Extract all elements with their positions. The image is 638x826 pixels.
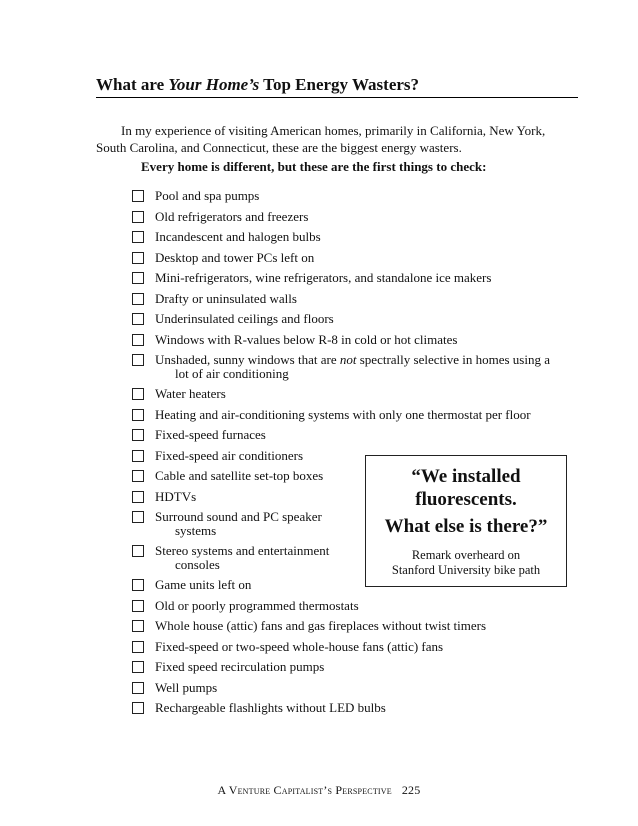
label-text: Stereo systems and entertainment (155, 543, 330, 558)
checklist-item-label (155, 449, 303, 463)
quote-line: What else is there?” (384, 516, 548, 537)
quote-line: “We installed (411, 466, 521, 487)
label-text: Old refrigerators and freezers (155, 208, 309, 224)
checkbox[interactable] (132, 354, 144, 366)
page-number: 225 (401, 783, 421, 797)
checklist-item-label (155, 333, 457, 347)
label-text: Well pumps (155, 679, 218, 695)
lead-sentence: Every home is different, but these are the first things to check: (141, 159, 487, 174)
title-suffix: Top Energy Wasters? (259, 75, 420, 94)
label-text: Heating and air-conditioning systems with only one thermostat per floor (155, 406, 531, 422)
checklist-item-label (155, 490, 196, 504)
checklist-item-label (155, 408, 531, 422)
label-text: HDTVs (155, 488, 197, 504)
title-prefix: What are (96, 75, 169, 94)
label-text: Windows with R-values below R-8 in cold or hot climates (155, 331, 458, 347)
checkbox[interactable] (132, 491, 144, 503)
checklist-item-label (155, 312, 334, 326)
label-text: Drafty or uninsulated walls (155, 290, 297, 306)
checkbox[interactable] (132, 429, 144, 441)
label-text: spectrally selective in homes using a (356, 352, 550, 367)
label-text: Desktop and tower PCs left on (155, 249, 315, 265)
label-text: Whole house (attic) fans and gas fireplaces without twist timers (155, 618, 487, 633)
intro-paragraph: In my experience of visiting American homes, primarily in California, New York, South Carolina, and Connecticut, these are the biggest energy wasters. (96, 123, 546, 155)
checklist-item-label (155, 510, 322, 538)
checkbox[interactable] (132, 470, 144, 482)
title-italic: Your Home’s (168, 75, 260, 94)
remark-line: Stanford University bike path (391, 563, 541, 577)
checklist-item-label (155, 619, 486, 633)
checklist-item-label (155, 640, 443, 654)
page-footer (0, 783, 638, 798)
label-text: Game units left on (155, 577, 252, 592)
checklist-item-label (155, 251, 314, 265)
label-text: Fixed speed recirculation pumps (155, 659, 325, 674)
checklist-item-label (155, 544, 329, 572)
checklist-item-label (155, 292, 297, 306)
label-text: Fixed-speed air conditioners (155, 447, 304, 463)
checkbox[interactable] (132, 211, 144, 223)
label-text: Fixed-speed or two-speed whole-house fans (attic) fans (155, 638, 444, 654)
label-text: Unshaded, sunny windows that are (155, 352, 340, 367)
label-text: Rechargeable flashlights without LED bulbs (155, 700, 386, 715)
quote-attribution (366, 548, 566, 578)
label-text: Old or poorly programmed thermostats (155, 597, 359, 613)
checklist-item-label (155, 230, 321, 244)
checklist-item-label (155, 469, 323, 483)
checklist-item-label (155, 681, 217, 695)
checkbox[interactable] (132, 334, 144, 346)
label-emphasis: not (339, 352, 357, 367)
label-text: Surround sound and PC speaker (155, 509, 322, 524)
checkbox[interactable] (132, 313, 144, 325)
label-continuation: systems (175, 523, 217, 538)
checkbox[interactable] (132, 450, 144, 462)
label-text: Water heaters (155, 386, 226, 401)
checkbox[interactable] (132, 388, 144, 400)
label-text: Incandescent and halogen bulbs (155, 229, 321, 244)
checkbox[interactable] (132, 682, 144, 694)
checkbox[interactable] (132, 600, 144, 612)
checkbox[interactable] (132, 620, 144, 632)
checklist-item-label (155, 599, 359, 613)
running-head: A Venture Capitalist’s Perspective (217, 783, 392, 797)
checkbox[interactable] (132, 252, 144, 264)
checklist-item-label (155, 428, 266, 442)
checkbox[interactable] (132, 190, 144, 202)
checkbox[interactable] (132, 641, 144, 653)
checkbox[interactable] (132, 409, 144, 421)
section-title (96, 75, 578, 98)
checklist-item-label (155, 660, 324, 674)
remark-line: Remark overheard on (411, 548, 521, 562)
label-continuation: consoles (175, 557, 220, 572)
checkbox[interactable] (132, 661, 144, 673)
checkbox[interactable] (132, 702, 144, 714)
checklist-item-label (155, 210, 308, 224)
checkbox[interactable] (132, 579, 144, 591)
label-text: Mini-refrigerators, wine refrigerators, and standalone ice makers (155, 270, 492, 285)
label-text: Cable and satellite set-top boxes (155, 468, 324, 483)
checkbox[interactable] (132, 293, 144, 305)
checklist-item-label (155, 387, 226, 401)
label-text: Fixed-speed furnaces (155, 427, 266, 442)
checklist-item-label (155, 189, 259, 203)
checklist-item-label (155, 271, 491, 285)
checklist-item-label (155, 578, 251, 592)
checkbox[interactable] (132, 511, 144, 523)
checklist-item-label (155, 353, 550, 381)
quote-line: fluorescents. (415, 489, 517, 510)
label-text: Underinsulated ceilings and floors (155, 311, 334, 326)
checkbox[interactable] (132, 272, 144, 284)
quote-box (365, 455, 567, 587)
checkbox[interactable] (132, 545, 144, 557)
checkbox[interactable] (132, 231, 144, 243)
label-text: Pool and spa pumps (155, 188, 260, 203)
checklist-item-label (155, 701, 386, 715)
label-continuation: lot of air conditioning (175, 366, 289, 381)
